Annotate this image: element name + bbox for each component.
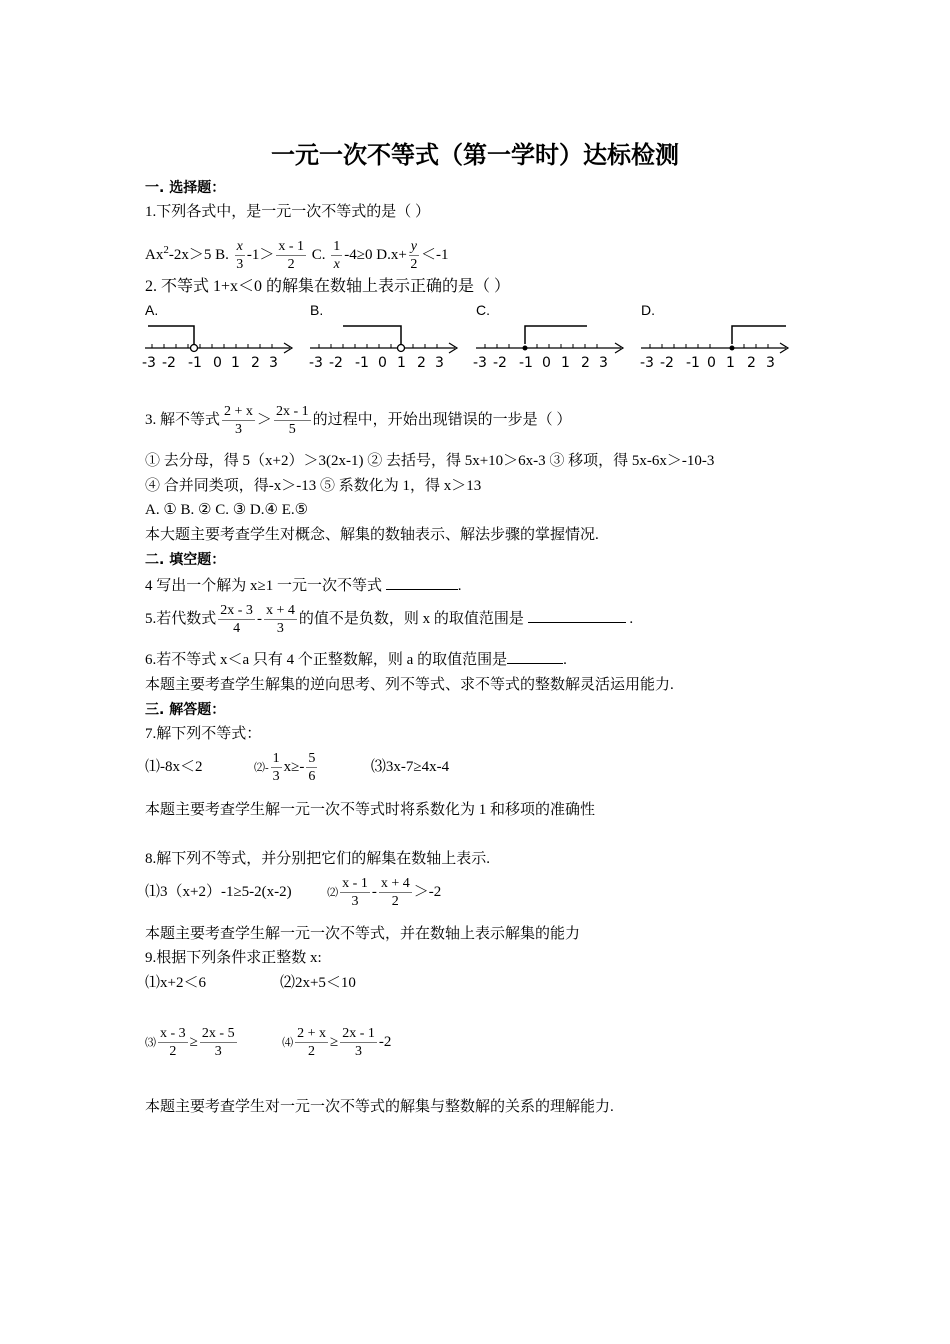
svg-text:-1: -1	[355, 355, 369, 371]
fraction: $\frac{x - 1}{3}$	[342, 876, 368, 910]
question-9-items-row-2: ⑶ $\frac{x - 3}{2}$ ≥ $\frac{2x - 5}{3}$ ⑷ $\frac{2 + x}{2}$ ≥ $\frac{2x - 1}{3}$ -2	[145, 1026, 392, 1060]
question-1-options: $Ax^2-2x>5$ B. $\frac{x}{3}$ -1＞ $\frac{x - 1}{2}$ C. $\frac{1}{x}$ -4≥0 D.x+ $\frac{y}{2}$ ＜-1	[145, 239, 449, 273]
answer-blank	[507, 649, 563, 664]
svg-text:1: 1	[561, 355, 570, 371]
option-label-d: D.	[641, 302, 655, 318]
fraction: $\frac{2x - 5}{3}$	[201, 1026, 235, 1060]
section-heading-fill: 二. 填空题：	[145, 552, 226, 568]
svg-text:2: 2	[417, 355, 426, 371]
number-line-a	[140, 318, 300, 374]
svg-text:-3: -3	[309, 355, 323, 371]
svg-text:-2: -2	[162, 355, 176, 371]
question-1: 1.下列各式中，是一元一次不等式的是（ ）	[145, 204, 431, 220]
fraction: $\frac{1}{x}$	[333, 239, 341, 273]
note-question-8: 本题主要考查学生解一元一次不等式，并在数轴上表示解集的能力	[145, 926, 581, 942]
question-4: 4 写出一个解为 x≥1 一元一次不等式 .	[145, 575, 461, 596]
question-8: 8.解下列不等式，并分别把它们的解集在数轴上表示.	[145, 851, 491, 867]
svg-text:0: 0	[542, 355, 551, 371]
svg-text:2: 2	[251, 355, 260, 371]
question-5: 5.若代数式 $\frac{2x - 3}{4}$ - $\frac{x + 4}{3}$ 的值不是负数，则 x 的取值范围是 .	[145, 603, 634, 637]
svg-text:3: 3	[435, 355, 444, 371]
note-section-1: 本大题主要考查学生对概念、解集的数轴表示、解法步骤的掌握情况.	[145, 527, 599, 543]
svg-text:3: 3	[766, 355, 775, 371]
svg-text:-3: -3	[142, 355, 156, 371]
section-heading-choice: 一. 选择题：	[145, 180, 226, 196]
fraction: $\frac{2x - 3}{4}$	[220, 603, 253, 637]
option-label-c: C.	[476, 302, 490, 318]
question-8-items: ⑴3（x+2）-1≥5-2(x-2) ⑵ $\frac{x - 1}{3}$ - $\frac{x + 4}{2}$ ＞-2	[145, 876, 442, 910]
svg-text:-2: -2	[660, 355, 674, 371]
note-question-9: 本题主要考查学生对一元一次不等式的解集与整数解的关系的理解能力.	[145, 1099, 614, 1115]
svg-text:1: 1	[397, 355, 406, 371]
section-heading-answer: 三. 解答题：	[145, 702, 226, 718]
svg-text:-1: -1	[519, 355, 533, 371]
question-3: 3. 解不等式 $\frac{2 + x}{3}$ ＞ $\frac{2x - 1}{5}$ 的过程中，开始出现错误的一步是（ ）	[145, 404, 572, 438]
svg-text:0: 0	[707, 355, 716, 371]
answer-blank	[386, 575, 458, 590]
svg-text:3: 3	[599, 355, 608, 371]
svg-text:-2: -2	[329, 355, 343, 371]
question-3-options: A. ① B. ② C. ③ D.④ E.⑤	[145, 502, 309, 518]
fraction: $\frac{x + 4}{3}$	[265, 603, 295, 637]
question-9: 9.根据下列条件求正整数 x:	[145, 950, 322, 966]
svg-text:-1: -1	[188, 355, 202, 371]
fraction: $\frac{y}{2}$	[410, 239, 418, 273]
question-9-items-row-1: ⑴x+2＜6 ⑵2x+5＜10	[145, 975, 356, 991]
svg-text:3: 3	[269, 355, 278, 371]
question-6: 6.若不等式 x＜a 只有 4 个正整数解，则 a 的取值范围是 .	[145, 649, 567, 670]
fraction: $\frac{5}{6}$	[308, 751, 316, 785]
answer-blank	[528, 608, 626, 623]
fraction: $\frac{2 + x}{3}$	[224, 404, 253, 438]
fraction: $\frac{x - 3}{2}$	[160, 1026, 186, 1060]
question-3-steps-line-1: ① 去分母，得 5（x+2）＞3(2x-1) ② 去括号，得 5x+10＞6x-3 ③ 移项，得 5x-6x＞-10-3	[145, 453, 715, 469]
svg-text:0: 0	[213, 355, 222, 371]
option-label-b: B.	[310, 302, 324, 318]
question-7-items: ⑴-8x＜2 ⑵- $\frac{1}{3}$ x≥- $\frac{5}{6}$ ⑶3x-7≥4x-4	[145, 751, 450, 785]
svg-text:-3: -3	[473, 355, 487, 371]
fraction: $\frac{x}{3}$	[236, 239, 244, 273]
note-question-7: 本题主要考查学生解一元一次不等式时将系数化为 1 和移项的准确性	[145, 802, 596, 818]
svg-text:-3: -3	[640, 355, 654, 371]
fraction: $\frac{2x - 1}{3}$	[342, 1026, 375, 1060]
fraction: $\frac{1}{3}$	[272, 751, 280, 785]
svg-text:0: 0	[378, 355, 387, 371]
number-line-d	[636, 318, 796, 374]
question-3-steps-line-2: ④ 合并同类项，得-x＞-13 ⑤ 系数化为 1，得 x＞13	[145, 478, 482, 494]
svg-text:1: 1	[231, 355, 240, 371]
page-title: 一元一次不等式（第一学时）达标检测	[271, 141, 679, 169]
svg-text:2: 2	[581, 355, 590, 371]
svg-text:2: 2	[747, 355, 756, 371]
fraction: $\frac{x - 1}{2}$	[278, 239, 304, 273]
svg-text:1: 1	[726, 355, 735, 371]
fraction: $\frac{x + 4}{2}$	[380, 876, 410, 910]
note-section-2: 本题主要考查学生解集的逆向思考、列不等式、求不等式的整数解灵活运用能力.	[145, 677, 674, 693]
question-7: 7.解下列不等式：	[145, 726, 262, 742]
number-line-c	[471, 318, 631, 374]
number-line-b	[305, 318, 465, 374]
fraction: $\frac{2x - 1}{5}$	[275, 404, 309, 438]
option-label-a: A.	[145, 302, 159, 318]
question-2: 2. 不等式 1+x＜0 的解集在数轴上表示正确的是（ ）	[145, 278, 511, 295]
svg-text:-1: -1	[686, 355, 700, 371]
svg-text:-2: -2	[493, 355, 507, 371]
fraction: $\frac{2 + x}{2}$	[297, 1026, 326, 1060]
